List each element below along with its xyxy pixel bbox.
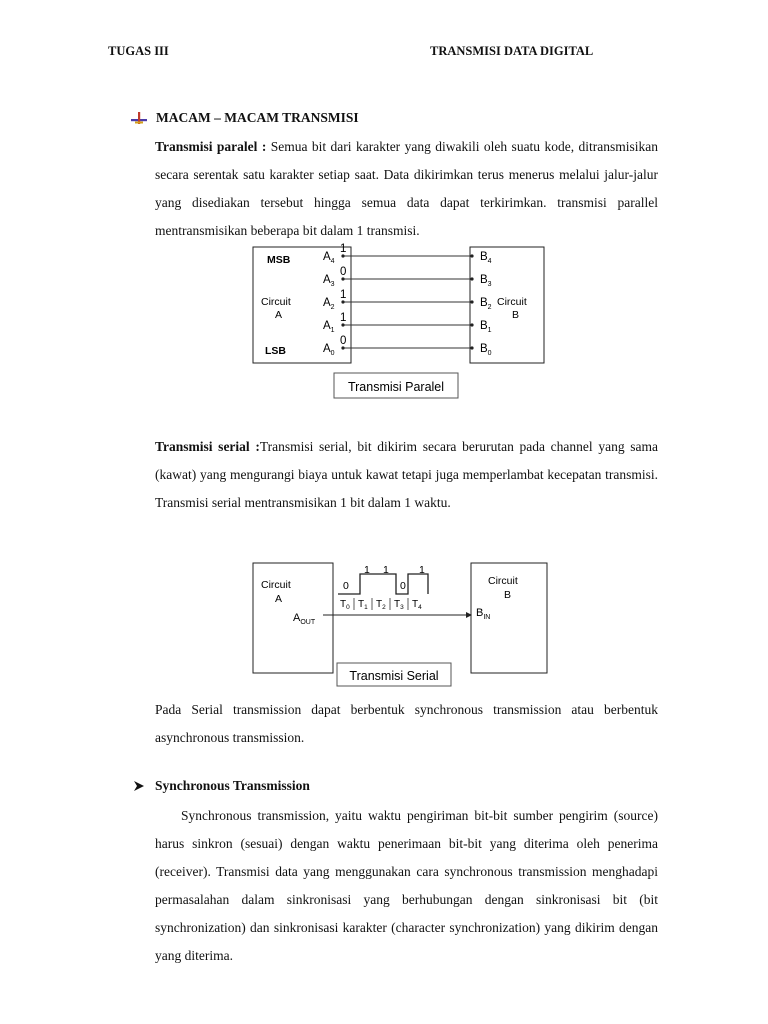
bit-value: 1 [340,312,347,324]
bit-value: 1 [340,243,347,255]
a-pin-label: $A_2$ [323,297,335,311]
time-label: $T_1$ [358,599,368,611]
pin-dot [470,254,473,257]
a-out-label: $A_{OUT}$ [293,612,316,626]
header-right: TRANSMISI DATA DIGITAL [430,44,594,58]
serial-bit: 1 [383,564,389,576]
serial-label: Transmisi serial : [155,439,260,454]
time-label: $T_3$ [394,599,404,611]
lsb-label: LSB [265,345,286,357]
serial-text: Transmisi serial, bit dikirim secara berurutan pada channel yang sama (kawat) yang mengurangi biaya untuk kawat tetapi juga memperlambat kecepatan transmisi. Transmisi serial mentransmisikan 1 bit dalam 1 waktu. [155,439,658,510]
circuit-a-line1: Circuit [261,296,291,308]
serial-circuit-a-line1: Circuit [261,579,291,591]
b-pin-label: $B_4$ [480,251,492,265]
pin-dot [470,277,473,280]
serial-bit: 1 [364,564,370,576]
a-pin-label: $A_1$ [323,320,335,334]
a-pin-label: $A_3$ [323,274,335,288]
sync-title: Synchronous Transmission [155,778,310,793]
b-pin-label: $B_2$ [480,297,492,311]
pin-bullet-icon [130,111,148,125]
a-pin-label: $A_4$ [323,251,335,265]
serial-waveform [338,574,428,594]
paralel-text: Semua bit dari karakter yang diwakili oleh suatu kode, ditransmisikan secara serentak satu karakter setiap saat. Data dikirimkan terus menerus melalui jalur-jalur yang disediakan tersebut hingga semua data dapat terkirimkan. transmisi parallel mentransmisikan beberapa bit dalam 1 transmisi. [155,139,658,238]
pin-dot [470,323,473,326]
b-pin-label: $B_0$ [480,343,492,357]
circuit-b-line1: Circuit [497,296,527,308]
b-pin-label: $B_1$ [480,320,492,334]
section-title: MACAM – MACAM TRANSMISI [156,110,359,125]
serial-diagram [250,560,550,690]
arrow-bullet-icon [133,780,145,792]
paralel-diagram [250,243,550,403]
sync-paragraph: Synchronous transmission, yaitu waktu pengiriman bit-bit sumber pengirim (source) harus sinkron (sesuai) dengan waktu penerimaan bit-bit yang diterima oleh penerima (receiver). Transmisi data yang menggunakan cara synchronous transmission menghadapi permasalahan dalam sinkronisasi yang berhubungan dengan sinkronisasi bit (bit synchronization) dan sinkronisasi karakter (character synchronization) yang dikirim dengan yang diterima. [155,808,658,963]
bit-value: 0 [340,335,347,347]
pin-dot [470,300,473,303]
time-label: $T_4$ [412,599,422,611]
b-in-label: $B_{IN}$ [476,607,491,621]
paralel-paragraph [155,133,658,245]
pin-dot [470,346,473,349]
circuit-b-line2: B [512,309,520,321]
bit-value: 0 [340,266,347,278]
serial-bit: 0 [343,580,349,592]
section-title-row [130,110,359,126]
serial-caption: Transmisi Serial [349,669,439,683]
circuit-a-line2: A [275,309,283,321]
time-label: $T_0$ [340,599,350,611]
serial-bit: 1 [419,564,425,576]
serial-note: Pada Serial transmission dapat berbentuk synchronous transmission atau berbentuk asynchronous transmission. [155,702,658,745]
paralel-label: Transmisi paralel : [155,139,267,154]
b-pin-label: $B_3$ [480,274,492,288]
serial-circuit-a-line2: A [275,593,283,605]
serial-circuit-b-line1: Circuit [488,575,518,587]
paralel-caption: Transmisi Paralel [347,380,445,394]
msb-label: MSB [267,254,291,266]
serial-circuit-b-line2: B [504,589,512,601]
bit-value: 1 [340,289,347,301]
a-pin-label: $A_0$ [323,343,335,357]
serial-bit: 0 [400,580,406,592]
serial-paragraph [155,433,658,517]
header-left: TUGAS III [108,44,169,58]
sync-title-row [133,778,310,794]
time-label: $T_2$ [376,599,386,611]
